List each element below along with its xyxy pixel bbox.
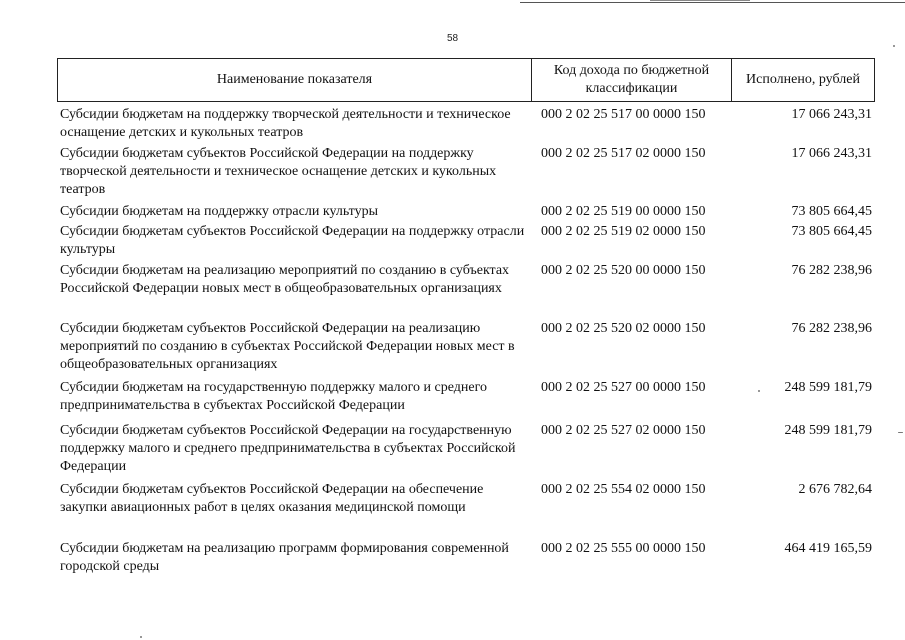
- row-code: 000 2 02 25 517 02 0000 150: [541, 146, 706, 161]
- scan-speck: [893, 45, 895, 47]
- row-code: 000 2 02 25 520 00 0000 150: [541, 263, 706, 278]
- row-done: 73 805 664,45: [791, 204, 872, 219]
- scan-speck: [758, 390, 760, 392]
- scan-speck: [140, 636, 142, 638]
- row-done: 76 282 238,96: [791, 263, 872, 278]
- header-done: Исполнено, рублей: [746, 72, 860, 87]
- row-name: Субсидии бюджетам на поддержку отрасли культуры: [60, 204, 379, 219]
- row-done: 73 805 664,45: [791, 224, 872, 239]
- row-name: Субсидии бюджетам на реализацию программ формирования современной городской среды: [60, 541, 509, 574]
- scan-edge-line: [650, 0, 750, 1]
- row-done: 248 599 181,79: [784, 380, 872, 395]
- row-done: 17 066 243,31: [791, 146, 872, 161]
- header-name: Наименование показателя: [58, 59, 532, 101]
- row-code: 000 2 02 25 517 00 0000 150: [541, 107, 706, 122]
- row-code: 000 2 02 25 519 00 0000 150: [541, 204, 706, 219]
- row-code: 000 2 02 25 527 02 0000 150: [541, 423, 706, 438]
- scan-edge-line: [520, 2, 905, 3]
- row-name: Субсидии бюджетам на реализацию мероприятий по созданию в субъектах Российской Федерации новых мест в общеобразовательных организациях: [60, 263, 510, 296]
- row-done: 2 676 782,64: [798, 482, 872, 497]
- page-number: 58: [446, 33, 459, 44]
- scan-speck: [898, 432, 903, 433]
- row-code: 000 2 02 25 527 00 0000 150: [541, 380, 706, 395]
- row-name: Субсидии бюджетам на поддержку творческой деятельности и техническое оснащение детских и кукольных театров: [60, 107, 511, 140]
- row-code: 000 2 02 25 520 02 0000 150: [541, 321, 706, 336]
- row-name: Субсидии бюджетам субъектов Российской Федерации на реализацию мероприятий по созданию в субъектах Российской Федерации новых мест в общеобразовательных организациях: [60, 321, 515, 372]
- row-name: Субсидии бюджетам субъектов Российской Федерации на обеспечение закупки авиационных работ в целях оказания медицинской помощи: [60, 482, 484, 515]
- row-code: 000 2 02 25 519 02 0000 150: [541, 224, 706, 239]
- row-code: 000 2 02 25 554 02 0000 150: [541, 482, 706, 497]
- row-name: Субсидии бюджетам субъектов Российской Федерации на государственную поддержку малого и среднего предпринимательства в субъектах Российской Федерации: [60, 423, 516, 474]
- row-done: 464 419 165,59: [784, 541, 872, 556]
- header-code: Код дохода по бюджетной классификации: [532, 59, 732, 101]
- row-name: Субсидии бюджетам субъектов Российской Федерации на поддержку отрасли культуры: [60, 224, 525, 257]
- row-done: 17 066 243,31: [791, 107, 872, 122]
- table-header: [57, 58, 875, 102]
- row-name: Субсидии бюджетам на государственную поддержку малого и среднего предпринимательства в субъектах Российской Федерации: [60, 380, 488, 413]
- row-code: 000 2 02 25 555 00 0000 150: [541, 541, 706, 556]
- row-name: Субсидии бюджетам субъектов Российской Федерации на поддержку творческой деятельности и техническое оснащение детских и кукольных театров: [60, 146, 497, 197]
- row-done: 76 282 238,96: [791, 321, 872, 336]
- row-done: 248 599 181,79: [784, 423, 872, 438]
